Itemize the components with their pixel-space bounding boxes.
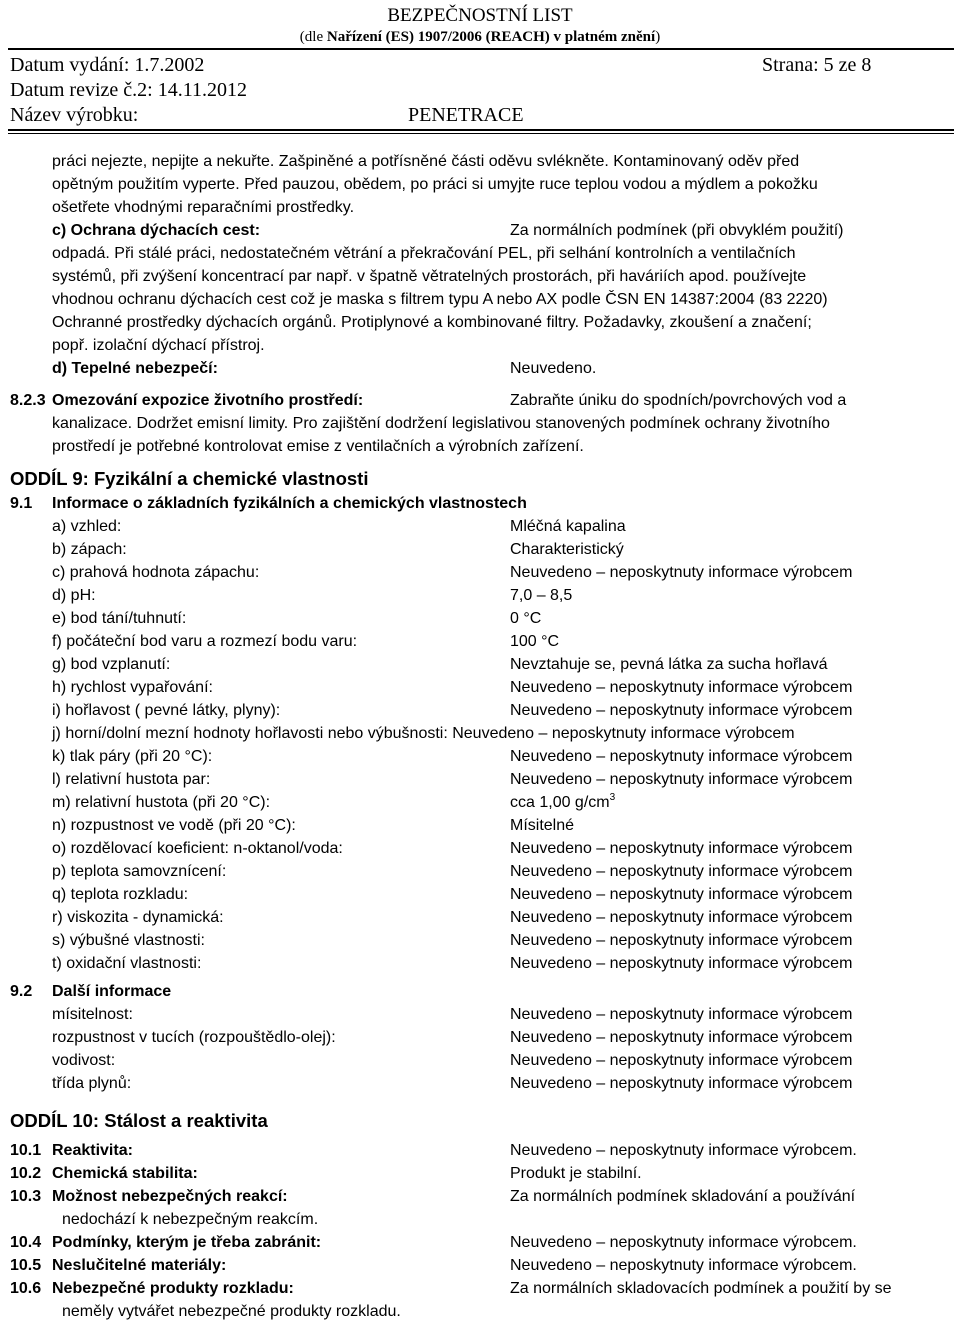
environment-label: Omezování expozice životního prostředí: xyxy=(52,392,364,409)
section-9-2-number: 9.2 xyxy=(10,983,33,1000)
other-info-value: Neuvedeno – neposkytnuty informace výrobcem xyxy=(510,1029,853,1046)
property-value xyxy=(510,563,852,583)
thermal-hazard-label: d) Tepelné nebezpečí: xyxy=(52,360,218,377)
property-label: c) prahová hodnota zápachu: xyxy=(52,564,260,581)
property-value xyxy=(510,908,852,928)
property-label: h) rychlost vypařování: xyxy=(52,679,213,696)
property-label: f) počáteční bod varu a rozmezí bodu varu: xyxy=(52,633,358,650)
thermal-hazard-value: Neuvedeno. xyxy=(510,360,597,377)
property-value-text: Nevztahuje se, pevná látka za sucha hořlavá xyxy=(510,656,828,673)
property-value-text: Mléčná kapalina xyxy=(510,518,626,535)
property-label: m) relativní hustota (při 20 °C): xyxy=(52,794,271,811)
other-info-label: rozpustnost v tucích (rozpouštědlo-olej): xyxy=(52,1029,336,1046)
property-value-text: Neuvedeno – neposkytnuty informace výrobcem xyxy=(510,748,853,765)
property-label: b) zápach: xyxy=(52,541,127,558)
subtitle-regulation: Nařízení (ES) 1907/2006 (REACH) v platném znění xyxy=(326,29,656,45)
reactivity-item-label: Podmínky, kterým je třeba zabránit: xyxy=(52,1234,322,1251)
document-title: BEZPEČNOSTNÍ LIST xyxy=(387,5,573,26)
reactivity-item-label: Reaktivita: xyxy=(52,1142,133,1159)
respiratory-line-2: systémů, při zvýšení koncentrací par např. v špatně větratelných prostorách, při haváriích apod. používejte xyxy=(52,268,807,285)
property-value xyxy=(510,632,559,652)
property-label: t) oxidační vlastnosti: xyxy=(52,955,202,972)
property-value-text: Neuvedeno – neposkytnuty informace výrobcem xyxy=(510,771,853,788)
property-value-text: Charakteristický xyxy=(510,541,624,558)
environment-value: Zabraňte úniku do spodních/povrchových vod a xyxy=(510,392,847,409)
section-10-heading: ODDÍL 10: Stálost a reaktivita xyxy=(10,1110,268,1131)
property-value xyxy=(510,517,626,537)
intro-line-1: práci nejezte, nepijte a nekuřte. Zašpiněné a potřísněné části oděvu svlékněte. Kontaminovaný oděv před xyxy=(52,153,800,170)
respiratory-label: c) Ochrana dýchacích cest: xyxy=(52,222,261,239)
property-label: d) pH: xyxy=(52,587,96,604)
reactivity-item-value: Neuvedeno – neposkytnuty informace výrobcem. xyxy=(510,1257,857,1274)
property-value xyxy=(510,586,572,606)
environment-line-2: prostředí je potřebné kontrolovat emise z ventilačních a výrobních zařízení. xyxy=(52,438,584,455)
unit-superscript: 3 xyxy=(609,792,616,803)
property-label: l) relativní hustota par: xyxy=(52,771,211,788)
subtitle-prefix: (dle xyxy=(299,29,327,45)
header-revision-row xyxy=(10,79,950,101)
reactivity-item-continuation: nedochází k nebezpečným reakcím. xyxy=(62,1211,319,1228)
section-9-1-number: 9.1 xyxy=(10,495,33,512)
property-value-text: Neuvedeno – neposkytnuty informace výrobcem xyxy=(510,955,853,972)
reactivity-item-continuation: neměly vytvářet nebezpečné produkty rozkladu. xyxy=(62,1303,401,1320)
property-label: j) horní/dolní mezní hodnoty hořlavosti nebo výbušnosti: Neuvedeno – neposkytnuty informace výrobcem xyxy=(52,725,795,742)
property-value-text: Neuvedeno – neposkytnuty informace výrobcem xyxy=(510,679,853,696)
reactivity-item-number: 10.6 xyxy=(10,1280,42,1297)
header-issue-row xyxy=(10,54,950,76)
property-label: n) rozpustnost ve vodě (při 20 °C): xyxy=(52,817,296,834)
respiratory-value: Za normálních podmínek (při obvyklém použití) xyxy=(510,222,844,239)
reactivity-item-label: Možnost nebezpečných reakcí: xyxy=(52,1188,288,1205)
intro-line-2: opětným použitím vyperte. Před pauzou, obědem, po práci si umyjte ruce teplou vodou a mýdlem a pokožku xyxy=(52,176,818,193)
header-product-row xyxy=(10,104,950,126)
property-value xyxy=(510,609,541,629)
reactivity-item-value: Za normálních podmínek skladování a používání xyxy=(510,1188,856,1205)
header-rule-double xyxy=(8,133,954,134)
section-9-2-title: Další informace xyxy=(52,983,172,1000)
reactivity-item-number: 10.3 xyxy=(10,1188,42,1205)
product-name: PENETRACE xyxy=(408,104,524,126)
respiratory-line-1: odpadá. Při stálé práci, nedostatečném větrání a překračování PEL, při selhání kontrolních a ventilačních xyxy=(52,245,796,262)
property-label: p) teplota samovznícení: xyxy=(52,863,227,880)
revision-date: Datum revize č.2: 14.11.2012 xyxy=(10,79,247,101)
subtitle-suffix: ) xyxy=(655,29,661,45)
property-label: e) bod tání/tuhnutí: xyxy=(52,610,187,627)
reactivity-item-value: Neuvedeno – neposkytnuty informace výrobcem. xyxy=(510,1142,857,1159)
property-value xyxy=(510,747,852,767)
reactivity-item-label: Nebezpečné produkty rozkladu: xyxy=(52,1280,294,1297)
property-value-text: 100 °C xyxy=(510,633,560,650)
issue-date: Datum vydání: 1.7.2002 xyxy=(10,54,205,76)
property-value xyxy=(510,701,852,721)
reactivity-item-label: Chemická stabilita: xyxy=(52,1165,198,1182)
reactivity-item-label: Neslučitelné materiály: xyxy=(52,1257,227,1274)
reactivity-item-value: Neuvedeno – neposkytnuty informace výrobcem. xyxy=(510,1234,857,1251)
property-value xyxy=(510,655,828,675)
property-label: r) viskozita - dynamická: xyxy=(52,909,224,926)
reactivity-item-number: 10.1 xyxy=(10,1142,42,1159)
property-value xyxy=(510,816,574,836)
property-label: g) bod vzplanutí: xyxy=(52,656,171,673)
property-value-text: Neuvedeno – neposkytnuty informace výrobcem xyxy=(510,886,853,903)
property-label: s) výbušné vlastnosti: xyxy=(52,932,205,949)
property-value xyxy=(510,678,852,698)
document-subtitle xyxy=(0,28,960,46)
property-label: q) teplota rozkladu: xyxy=(52,886,189,903)
header-rule-bottom xyxy=(8,129,954,131)
respiratory-line-4: Ochranné prostředky dýchacích orgánů. Protiplynové a kombinované filtry. Požadavky, zkoušení a značení; xyxy=(52,314,812,331)
page-number: Strana: 5 ze 8 xyxy=(762,54,872,76)
property-value xyxy=(510,862,852,882)
property-value-text: 0 °C xyxy=(510,610,542,627)
property-label: i) hořlavost ( pevné látky, plyny): xyxy=(52,702,281,719)
reactivity-item-value: Produkt je stabilní. xyxy=(510,1165,642,1182)
other-info-label: vodivost: xyxy=(52,1052,116,1069)
reactivity-item-number: 10.2 xyxy=(10,1165,42,1182)
property-label: a) vzhled: xyxy=(52,518,122,535)
property-value-text: cca 1,00 g/cm xyxy=(510,794,610,811)
property-value xyxy=(510,954,852,974)
environment-line-1: kanalizace. Dodržet emisní limity. Pro zajištění dodržení legislativou stanovených podmínek ochrany životního xyxy=(52,415,830,432)
intro-line-3: ošetřete vhodnými reparačními prostředky. xyxy=(52,199,355,216)
property-value xyxy=(510,540,624,560)
section-9-heading: ODDÍL 9: Fyzikální a chemické vlastnosti xyxy=(10,468,369,489)
other-info-label: mísitelnost: xyxy=(52,1006,133,1023)
property-value xyxy=(510,793,615,813)
property-value-text: Neuvedeno – neposkytnuty informace výrobcem xyxy=(510,909,853,926)
property-value-text: Neuvedeno – neposkytnuty informace výrobcem xyxy=(510,702,853,719)
environment-number: 8.2.3 xyxy=(10,392,46,409)
respiratory-line-5: popř. izolační dýchací přístroj. xyxy=(52,337,265,354)
property-label: o) rozdělovací koeficient: n-oktanol/voda: xyxy=(52,840,343,857)
property-value xyxy=(510,839,852,859)
reactivity-item-number: 10.4 xyxy=(10,1234,42,1251)
property-value-text: 7,0 – 8,5 xyxy=(510,587,573,604)
other-info-value: Neuvedeno – neposkytnuty informace výrobcem xyxy=(510,1006,853,1023)
product-label: Název výrobku: xyxy=(10,104,139,126)
other-info-label: třída plynů: xyxy=(52,1075,132,1092)
section-9-1-title: Informace o základních fyzikálních a chemických vlastnostech xyxy=(52,495,527,512)
other-info-value: Neuvedeno – neposkytnuty informace výrobcem xyxy=(510,1052,853,1069)
header-rule-top xyxy=(8,48,954,50)
reactivity-item-number: 10.5 xyxy=(10,1257,42,1274)
property-label: k) tlak páry (při 20 °C): xyxy=(52,748,213,765)
other-info-value: Neuvedeno – neposkytnuty informace výrobcem xyxy=(510,1075,853,1092)
property-value-text: Mísitelné xyxy=(510,817,575,834)
property-value xyxy=(510,770,852,790)
property-value xyxy=(510,885,852,905)
property-value-text: Neuvedeno – neposkytnuty informace výrobcem xyxy=(510,840,853,857)
property-value xyxy=(510,931,852,951)
respiratory-line-3: vhodnou ochranu dýchacích cest což je maska s filtrem typu A nebo AX podle ČSN EN 14387:2004 (83 2220) xyxy=(52,291,828,308)
property-value-text: Neuvedeno – neposkytnuty informace výrobcem xyxy=(510,863,853,880)
property-value-text: Neuvedeno – neposkytnuty informace výrobcem xyxy=(510,564,853,581)
property-value-text: Neuvedeno – neposkytnuty informace výrobcem xyxy=(510,932,853,949)
reactivity-item-value: Za normálních skladovacích podmínek a použití by se xyxy=(510,1280,892,1297)
